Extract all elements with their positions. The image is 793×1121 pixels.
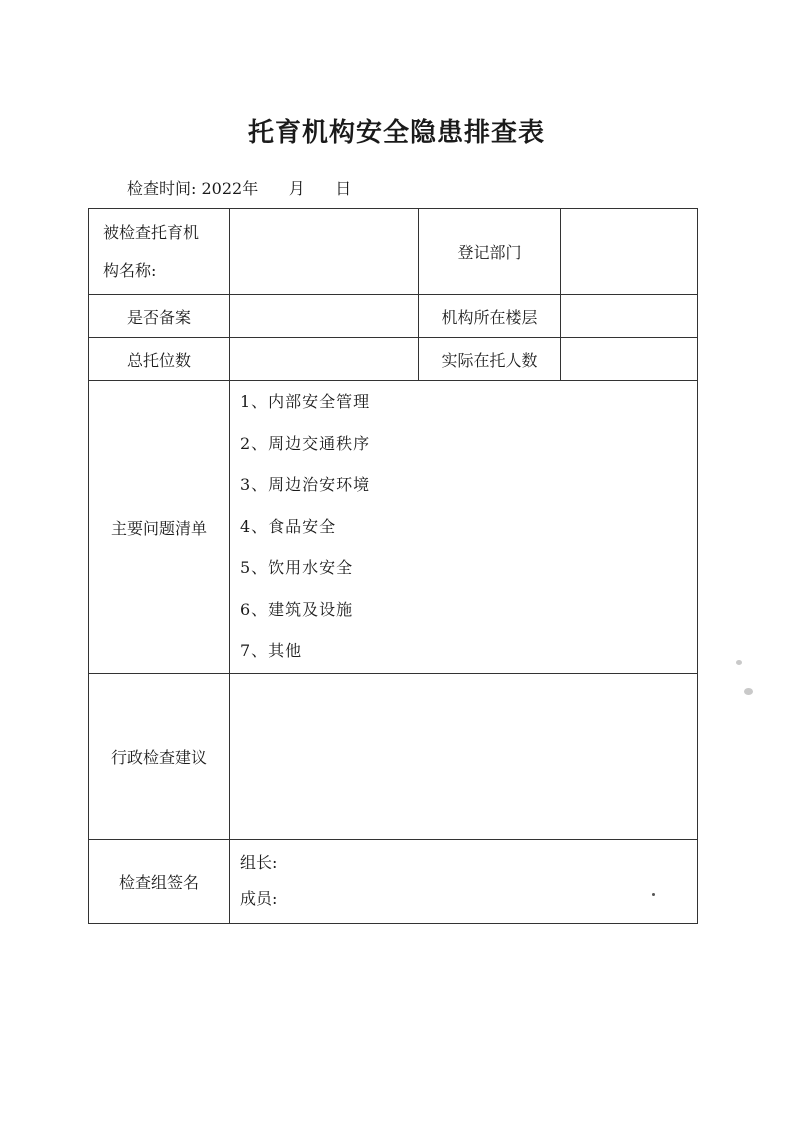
inspection-date-line [127,176,351,199]
main-issues-list [229,380,698,674]
floor-label: 机构所在楼层 [441,307,538,327]
inspection-year: 2022 [201,179,243,198]
actual-enrolled-value-cell[interactable] [560,337,698,381]
registration-dept-label: 登记部门 [457,243,522,262]
filed-value-cell[interactable] [229,294,419,338]
inspection-date-label: 检查时间: [127,179,197,198]
issue-item: 7、其他 [240,641,303,660]
issue-item: 4、食品安全 [240,516,337,536]
filed-label-cell [88,294,230,338]
registration-dept-label-cell [418,208,561,295]
filed-label: 是否备案 [126,307,191,327]
institution-name-label-line2: 构名称: [103,260,157,280]
inspection-table [88,208,698,924]
scan-speck [744,688,753,695]
admin-advice-label-cell [88,673,230,840]
institution-name-label-line1: 被检查托育机 [103,222,200,242]
signature-value-cell[interactable] [229,839,698,924]
leader-label: 组长: [240,853,278,872]
form-title: 托育机构安全隐患排查表 [247,118,545,148]
main-issues-label: 主要问题清单 [110,518,207,538]
members-label: 成员: [240,889,278,908]
year-unit: 年 [242,179,259,198]
total-slots-label: 总托位数 [126,350,191,370]
admin-advice-label: 行政检查建议 [110,748,207,767]
floor-label-cell [418,294,561,338]
main-issues-label-cell [88,380,230,674]
issue-item: 6、建筑及设施 [240,599,354,619]
actual-enrolled-label-cell [418,337,561,381]
institution-name-label-cell [88,208,230,295]
signature-label-cell [88,839,230,924]
signature-label: 检查组签名 [118,873,199,892]
actual-enrolled-label: 实际在托人数 [441,350,538,370]
floor-value-cell[interactable] [560,294,698,338]
registration-dept-value-cell[interactable] [560,208,698,295]
issue-item: 3、周边治安环境 [240,475,371,494]
day-unit: 日 [335,179,352,198]
scan-speck [652,893,655,896]
month-unit: 月 [288,179,305,198]
scan-speck [736,660,742,665]
total-slots-value-cell[interactable] [229,337,419,381]
admin-advice-value-cell[interactable] [229,673,698,840]
total-slots-label-cell [88,337,230,381]
issue-item: 1、内部安全管理 [240,392,371,411]
issue-item: 2、周边交通秩序 [240,433,371,453]
issue-item: 5、饮用水安全 [240,558,354,577]
institution-name-value-cell[interactable] [229,208,419,295]
